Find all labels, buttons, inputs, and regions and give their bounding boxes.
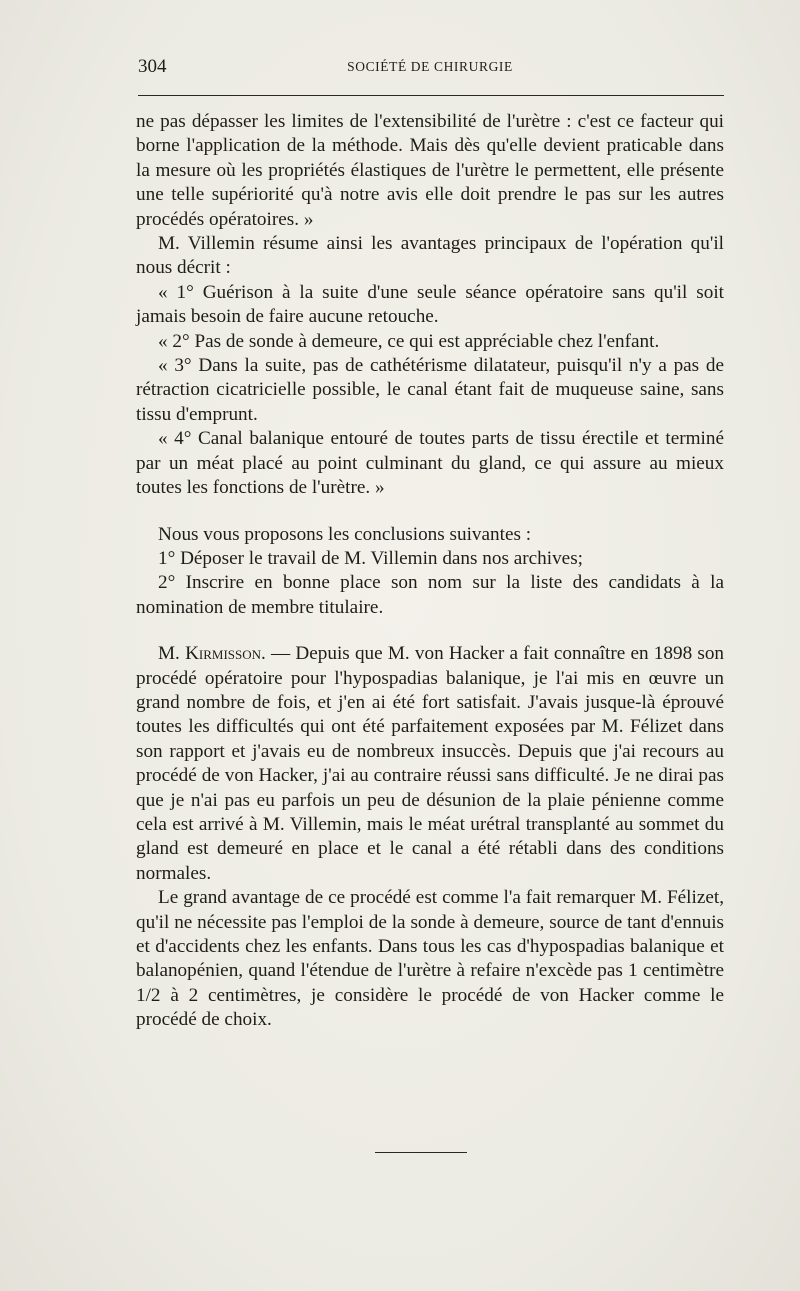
kirmisson-text: . — Depuis que M. von Hacker a fait connaître en 1898 son procédé opératoire pour l'hypospadias balanique, je l'ai mis en œuvre un grand nombre de fois, et j'en ai été fort satisfait. J'avais jusque-là éprouvé toutes les difficultés qui ont été parfaitement exposées par M. Félizet dans son rapport et j'avais eu de nombreux insuccès. Depuis que j'ai recours au procédé de von Hacker, j'ai au contraire réussi sans difficulté. Je ne dirai pas que je n'ai pas eu parfois un peu de désunion de la plaie pénienne comme cela est arrivé à M. Villemin, mais le méat urétral transplanté au sommet du gland est demeuré en place et le canal a été rétabli dans des conditions normales. [136,643,725,884]
paragraph-gap [136,620,724,642]
speaker-prefix: M. [158,643,186,665]
page-header [138,56,722,84]
paragraph-conclusions: Nous vous proposons les conclusions suivantes : [158,523,532,545]
page-number: 304 [138,56,167,77]
paragraph-advantage: Le grand avantage de ce procédé est comme l'a fait remarquer M. Félizet, qu'il ne nécessite pas l'emploi de la sonde à demeure, source de tant d'ennuis et d'accidents chez les enfants. Dans tous les cas d'hypospadias balanique et balanopénien, quand l'étendue de l'urètre à refaire n'excède pas 1 centimètre 1/2 à 2 centimètres, je considère le procédé de von Hacker comme le procédé de choix. [136,887,724,1031]
header-rule [138,95,724,96]
list-item-advantage-3: « 3° Dans la suite, pas de cathétérisme dilatateur, puisqu'il n'y a pas de rétraction cicatricielle possible, le canal étant fait de muqueuse saine, sans tissu d'emprunt. [136,355,724,425]
list-item-advantage-2: « 2° Pas de sonde à demeure, ce qui est appréciable chez l'enfant. [158,330,660,352]
conclusion-item-2: 2° Inscrire en bonne place son nom sur la liste des candidats à la nomination de membre titulaire. [136,572,724,618]
end-rule [375,1152,467,1153]
conclusion-item-1: 1° Déposer le travail de M. Villemin dans nos archives; [158,547,583,569]
running-title: SOCIÉTÉ DE CHIRURGIE [347,59,513,74]
paragraph-kirmisson [136,642,724,886]
paragraph-gap [136,501,724,523]
body-text [136,110,724,1033]
paragraph-continuation: ne pas dépasser les limites de l'extensibilité de l'urètre : c'est ce facteur qui borne l'application de la méthode. Mais dès qu'elle devient praticable dans la mesure où les propriétés élastiques de l'urètre le permettent, elle présente une telle supériorité qu'à notre avis elle doit prendre le pas sur les autres procédés opératoires. » [136,111,724,230]
list-item-advantage-4: « 4° Canal balanique entouré de toutes parts de tissu érectile et terminé par un méat placé au point culminant du gland, ce qui assure au mieux toutes les fonctions de l'urètre. » [136,428,724,499]
paragraph-summary: M. Villemin résume ainsi les avantages principaux de l'opération qu'il nous décrit : [136,233,724,279]
list-item-advantage-1: « 1° Guérison à la suite d'une seule séance opératoire sans qu'il soit jamais besoin de faire aucune retouche. [136,281,724,328]
speaker-name: Kirmisson [185,643,262,665]
